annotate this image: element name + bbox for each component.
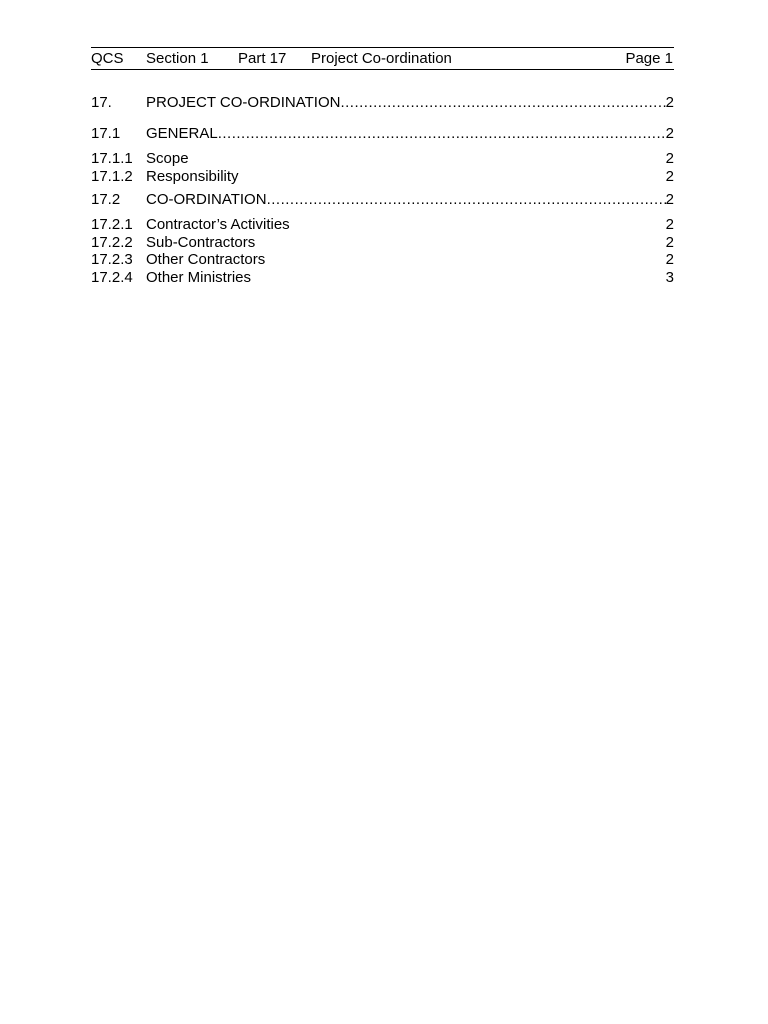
toc-entry[interactable] bbox=[91, 150, 674, 168]
toc-entry-number: 17. bbox=[91, 94, 112, 111]
toc-entry-page: 2 bbox=[665, 168, 674, 185]
toc-entry[interactable] bbox=[91, 191, 674, 209]
toc-entry-label: Scope bbox=[146, 150, 189, 167]
toc-entry-label: Contractor’s Activities bbox=[146, 216, 290, 233]
toc-entry[interactable] bbox=[91, 168, 674, 186]
toc-entry-page: 2 bbox=[665, 94, 674, 111]
toc-entry-number: 17.1.2 bbox=[91, 168, 133, 185]
toc-entry[interactable] bbox=[91, 269, 674, 287]
toc-entry-number: 17.2.4 bbox=[91, 269, 133, 286]
toc-entry-label: Other Ministries bbox=[146, 269, 252, 286]
toc-entry-number: 17.2.1 bbox=[91, 216, 133, 233]
toc-entry-number: 17.2.2 bbox=[91, 234, 133, 251]
header-title: Project Co-ordination bbox=[311, 50, 452, 67]
toc-entry-page: 3 bbox=[665, 269, 674, 286]
toc-entry-label: CO-ORDINATION bbox=[146, 191, 267, 208]
toc-entry[interactable] bbox=[91, 251, 674, 269]
toc-entry[interactable] bbox=[91, 125, 674, 143]
toc-entry-label: Other Contractors bbox=[146, 251, 266, 268]
toc-entry[interactable] bbox=[91, 216, 674, 234]
toc-entry-page: 2 bbox=[665, 150, 674, 167]
toc-entry-number: 17.2 bbox=[91, 191, 121, 208]
toc-entry-page: 2 bbox=[665, 251, 674, 268]
toc-entry-page: 2 bbox=[665, 216, 674, 233]
toc-dot-leader bbox=[340, 94, 665, 112]
header-part: Part 17 bbox=[238, 50, 287, 67]
toc-entry-label: GENERAL bbox=[146, 125, 218, 142]
toc-entry-number: 17.1.1 bbox=[91, 150, 133, 167]
toc-entry[interactable] bbox=[91, 234, 674, 252]
toc-entry-number: 17.1 bbox=[91, 125, 121, 142]
toc-entry-label: Responsibility bbox=[146, 168, 239, 185]
toc-dot-leader bbox=[267, 191, 666, 209]
toc-entry-label: PROJECT CO-ORDINATION bbox=[146, 94, 341, 111]
header-page-number: Page 1 bbox=[625, 50, 673, 67]
toc-entry-page: 2 bbox=[665, 125, 674, 142]
document-page bbox=[91, 47, 674, 286]
toc-entry[interactable] bbox=[91, 94, 674, 112]
header-section: Section 1 bbox=[146, 50, 209, 67]
toc-entry-page: 2 bbox=[665, 234, 674, 251]
toc-entry-page: 2 bbox=[665, 191, 674, 208]
header-doc-code: QCS bbox=[91, 50, 124, 67]
toc-entry-number: 17.2.3 bbox=[91, 251, 133, 268]
toc-dot-leader bbox=[218, 125, 666, 143]
toc-entry-label: Sub-Contractors bbox=[146, 234, 256, 251]
page-header bbox=[91, 47, 674, 70]
